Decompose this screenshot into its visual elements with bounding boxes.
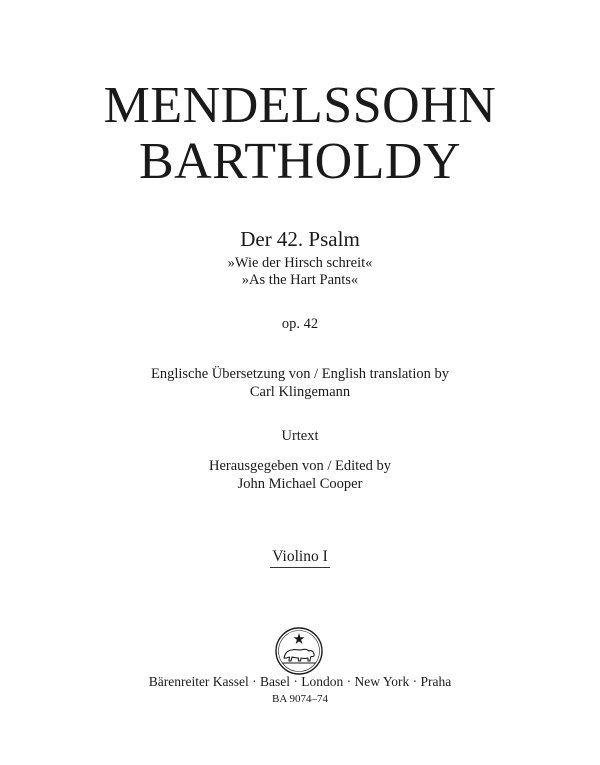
translator-name: Carl Klingemann [249,384,351,400]
publisher-line: Bärenreiter Kassel · Basel · London · New York · Praha [148,674,452,689]
opus-number: op. 42 [281,316,319,332]
subtitle-german: »Wie der Hirsch schreit« [227,255,373,271]
work-title: Der 42. Psalm [240,227,360,251]
translation-label: Englische Übersetzung von / English translation by [150,366,449,382]
subtitle-english: »As the Hart Pants« [241,272,359,288]
part-name: Violino I [270,548,329,568]
editor-name: John Michael Cooper [237,476,363,492]
part-label-wrapper [0,548,600,568]
edition-type: Urtext [281,428,319,444]
edited-by-label: Herausgegeben von / Edited by [208,458,391,474]
composer-name-line2: BARTHOLDY [138,133,462,190]
catalog-number: BA 9074–74 [272,693,328,705]
baerenreiter-bear-logo-icon [273,625,325,677]
composer-name-line1: MENDELSSOHN [103,77,497,134]
